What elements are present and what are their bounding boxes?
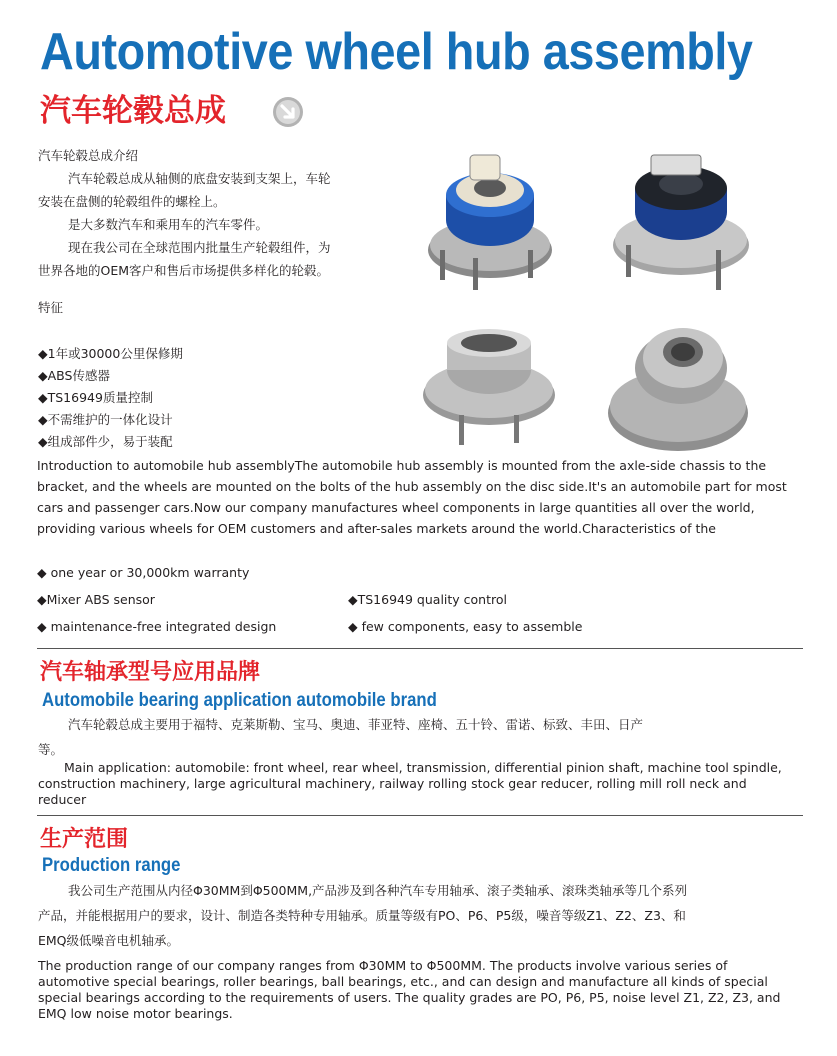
- production-en-line: The production range of our company ranges from Φ30MM to Φ500MM. The products involve various series of: [38, 958, 728, 973]
- application-en-line: construction machinery, large agricultural machinery, railway rolling stock gear reducer, rolling mill roll neck and: [38, 776, 747, 791]
- feature-cn-item: ◆TS16949质量控制: [38, 390, 153, 405]
- hub-image-3: [414, 325, 564, 450]
- feature-en-item: ◆TS16949 quality control: [348, 592, 507, 607]
- production-title-en: Production range: [42, 855, 181, 876]
- production-text-cn: [38, 878, 808, 953]
- intro-cn-line: 现在我公司在全球范围内批量生产轮毂组件，为: [68, 240, 331, 255]
- hub-image-2: [606, 150, 756, 300]
- hub-image-1: [418, 150, 563, 295]
- production-en-line: EMQ low noise motor bearings.: [38, 1006, 233, 1021]
- feature-cn-item: ◆1年或30000公里保修期: [38, 346, 183, 361]
- feature-cn-item: ◆ABS传感器: [38, 368, 110, 383]
- production-en-line: automotive special bearings, roller bearings, ball bearings, etc., and can design and manufacture all kinds of special: [38, 974, 768, 989]
- production-cn-line: 产品，并能根据用户的要求，设计、制造各类特种专用轴承。质量等级有PO、P6、P5级，噪音等级Z1、Z2、Z3、和: [38, 908, 686, 923]
- page-title: Automotive wheel hub assembly: [40, 23, 753, 81]
- application-title-cn: 汽车轴承型号应用品牌: [40, 660, 261, 685]
- divider: [37, 648, 803, 649]
- hub-image-4: [603, 318, 753, 458]
- intro-cn-line: 汽车轮毂总成从轴侧的底盘安装到支架上，车轮: [68, 171, 331, 186]
- production-text-en: [38, 958, 808, 1022]
- feature-en-item: ◆ few components, easy to assemble: [348, 619, 583, 634]
- application-cn-line: 等。: [38, 742, 64, 757]
- application-en-line: reducer: [38, 792, 87, 807]
- intro-cn-line: 世界各地的OEM客户和售后市场提供多样化的轮毂。: [38, 263, 330, 278]
- application-text-cn: [38, 712, 808, 762]
- page-title-cn: 汽车轮毂总成: [40, 93, 226, 129]
- production-title-cn: 生产范围: [40, 827, 129, 852]
- application-cn-line: 汽车轮毂总成主要用于福特、克莱斯勒、宝马、奥迪、菲亚特、座椅、五十铃、雷诺、标致、丰田、日产: [68, 717, 644, 732]
- feature-en-item: ◆Mixer ABS sensor: [37, 592, 155, 607]
- divider: [37, 815, 803, 816]
- production-cn-line: EMQ级低噪音电机轴承。: [38, 933, 180, 948]
- intro-cn-line: 是大多数汽车和乘用车的汽车零件。: [68, 217, 269, 232]
- feature-cn-item: ◆不需维护的一体化设计: [38, 412, 173, 427]
- feature-en-item: ◆ maintenance-free integrated design: [37, 619, 277, 634]
- feature-cn-item: ◆组成部件少，易于装配: [38, 434, 173, 449]
- application-title-en: Automobile bearing application automobile brand: [42, 690, 437, 711]
- features-cn-label: 特征: [38, 300, 64, 315]
- arrow-down-right-icon: [272, 96, 304, 128]
- features-cn-list: [38, 343, 183, 453]
- intro-en: Introduction to automobile hub assemblyThe automobile hub assembly is mounted from the axle-side chassis to the bracket, and the wheels are mounted on the bolts of the hub assembly on the disc side.It's an automobile part for most cars and passenger cars.Now our company manufactures wheel components in large quantities all over the world, providing various wheels for OEM customers and after-sales markets around the world.Characteristics of the: [37, 458, 787, 536]
- feature-en-item: ◆ one year or 30,000km warranty: [37, 565, 250, 580]
- production-cn-line: 我公司生产范围从内径Φ30MM到Φ500MM,产品涉及到各种汽车专用轴承、滚子类轴承、滚珠类轴承等几个系列: [68, 883, 688, 898]
- production-en-line: special bearings according to the requirements of users. The quality grades are PO, P6, P5, noise level Z1, Z2, Z3, and: [38, 990, 781, 1005]
- intro-cn: [38, 144, 398, 282]
- intro-cn-heading: 汽车轮毂总成介绍: [38, 148, 139, 163]
- application-text-en: [38, 760, 808, 808]
- intro-cn-line: 安装在盘侧的轮毂组件的螺栓上。: [38, 194, 226, 209]
- application-en-line: Main application: automobile: front wheel, rear wheel, transmission, differential pinion shaft, machine tool spindle,: [64, 760, 782, 775]
